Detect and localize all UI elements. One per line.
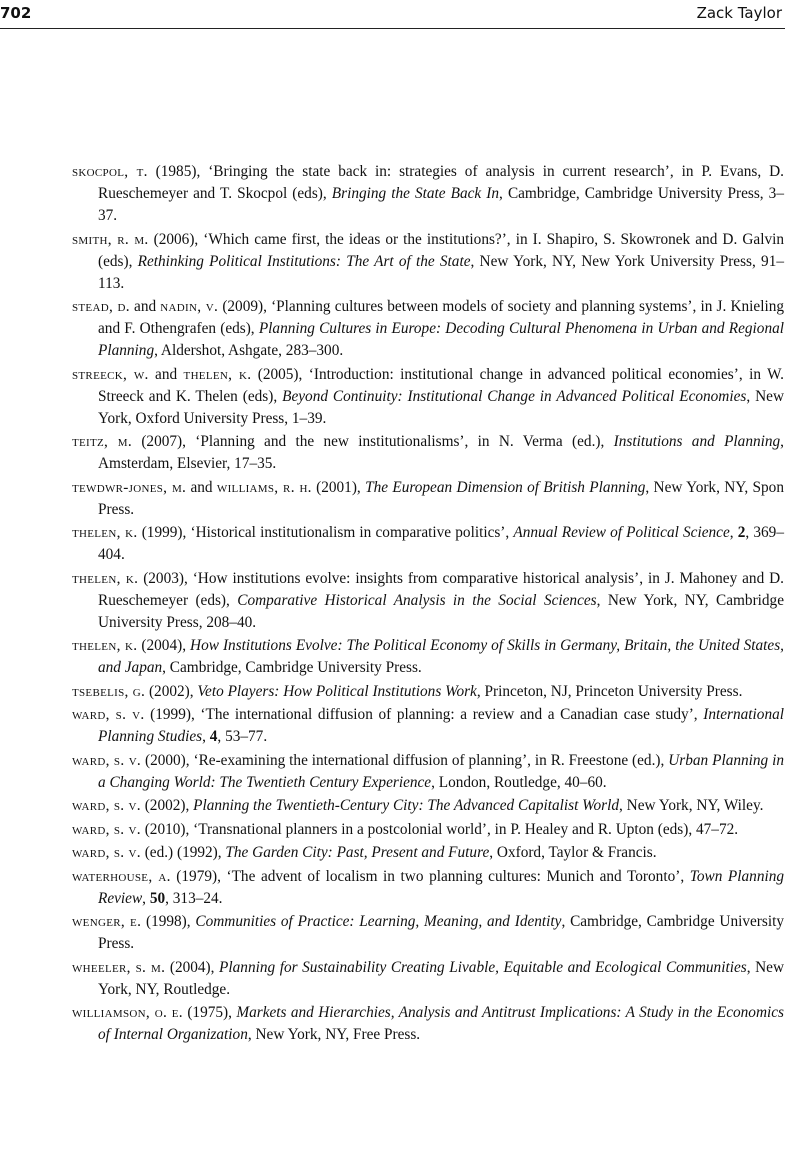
title-italic: Planning the Twentieth-Century City: The Advanced Capitalist World — [193, 797, 620, 814]
title-italic: Rethinking Political Institutions: The Art of the State — [137, 252, 471, 270]
author-name: wheeler, s. m. — [72, 958, 166, 976]
author-name: thelen, k. — [183, 365, 252, 383]
author-name: thelen, k. — [72, 569, 139, 587]
reference-text: , Cambridge, Cambridge University Press, 3–37. — [98, 185, 784, 224]
volume-number: 4 — [209, 728, 218, 745]
author-name: thelen, k. — [72, 524, 138, 541]
reference-entry — [72, 866, 784, 910]
title-italic: Town Planning Review — [98, 867, 785, 907]
reference-text: (2002), — [145, 682, 198, 700]
reference-text: , 369–404. — [98, 524, 784, 563]
title-italic: Planning for Sustainability Creating Livable, Equitable and Ecological Communities — [219, 958, 747, 976]
reference-text: (2003), ‘How institutions evolve: insights from comparative historical analysis’, in J. Mahoney and D. Rueschemeyer (eds), — [98, 569, 785, 609]
reference-entry — [72, 819, 784, 841]
page-number: 702 — [0, 4, 32, 22]
reference-text: , 53–77. — [217, 728, 268, 745]
reference-text: (1999), ‘The international diffusion of planning: a review and a Canadian case study’, — [144, 706, 704, 723]
reference-entry — [72, 957, 784, 1001]
title-italic: Annual Review of Political Science — [513, 524, 730, 541]
title-italic: Markets and Hierarchies, Analysis and Antitrust Implications: A Study in the Economics of Internal Organization — [98, 1004, 784, 1043]
author-name: williamson, o. e. — [72, 1004, 183, 1021]
reference-text: (2002), — [140, 797, 194, 814]
reference-entry — [72, 229, 784, 295]
author-name: ward, s. v. — [72, 797, 141, 814]
reference-entry — [72, 635, 784, 679]
reference-text: , Cambridge, Cambridge University Press. — [162, 659, 422, 676]
reference-entry — [72, 704, 784, 748]
title-italic: The European Dimension of British Planning — [365, 478, 646, 496]
reference-text: (1975), — [182, 1004, 237, 1021]
author-name: tsebelis, g. — [72, 682, 146, 700]
author-name: wenger, e. — [72, 913, 142, 930]
author-name: streeck, w. — [72, 365, 149, 383]
author-name: teitz, m. — [72, 433, 132, 450]
reference-text: (2010), ‘Transnational planners in a postcolonial world’, in P. Healey and R. Upton (eds), 47–72. — [140, 820, 739, 838]
reference-entry — [72, 911, 784, 955]
reference-list — [72, 161, 784, 1048]
reference-entry — [72, 296, 784, 362]
reference-text: , Cambridge, Cambridge University Press. — [98, 913, 784, 952]
reference-text: (2006), ‘Which came first, the ideas or the institutions?’, in I. Shapiro, S. Skowronek and D. Galvin (eds), — [98, 230, 784, 270]
reference-text: , — [142, 889, 150, 907]
title-italic: Beyond Continuity: Institutional Change in Advanced Political Economies — [282, 387, 747, 405]
author-name: ward, s. v. — [72, 820, 141, 838]
author-name: ward, s. v. — [72, 706, 145, 723]
title-italic: Comparative Historical Analysis in the Social Sciences — [237, 591, 597, 609]
title-italic: Institutions and Planning — [613, 433, 781, 450]
reference-text: , New York, NY, Cambridge University Press, 208–40. — [98, 591, 784, 631]
title-italic: Planning Cultures in Europe: Decoding Cultural Phenomena in Urban and Regional Planning — [98, 320, 784, 359]
reference-text: , New York, NY, Wiley. — [619, 797, 764, 814]
reference-text: , New York, NY, Spon Press. — [98, 478, 784, 518]
title-italic: Communities of Practice: Learning, Meaning, and Identity — [195, 913, 562, 930]
reference-text: , — [202, 728, 210, 745]
reference-text: and — [129, 298, 161, 315]
running-head-author: Zack Taylor — [696, 4, 782, 22]
author-name: skocpol, t. — [72, 163, 148, 180]
reference-entry — [72, 750, 784, 794]
reference-text: and — [148, 365, 184, 383]
volume-number: 50 — [149, 889, 166, 907]
author-name: ward, s. v. — [72, 844, 141, 861]
author-name: thelen, k. — [72, 637, 138, 654]
author-name: waterhouse, a. — [72, 867, 171, 885]
title-italic: International Planning Studies — [98, 706, 784, 745]
reference-text: , 313–24. — [165, 889, 223, 907]
reference-text: (2009), ‘Planning cultures between models of society and planning systems’, in J. Knieling and F. Othengrafen (eds), — [98, 298, 785, 337]
author-name: stead, d. — [72, 298, 130, 315]
reference-text: , New York, NY, Routledge. — [98, 958, 784, 998]
reference-entry — [72, 522, 784, 566]
reference-text: , New York, NY, Free Press. — [247, 1026, 421, 1043]
title-italic: Urban Planning in a Changing World: The Twentieth Century Experience — [98, 751, 785, 791]
reference-text: , — [729, 524, 738, 541]
reference-text: (1979), ‘The advent of localism in two planning cultures: Munich and Toronto’, — [170, 867, 690, 885]
title-italic: Veto Players: How Political Institutions Work — [197, 682, 477, 700]
reference-text: , New York, NY, New York University Press, 91–113. — [98, 252, 784, 292]
title-italic: Bringing the State Back In — [331, 185, 500, 202]
reference-text: (2004), — [165, 958, 220, 976]
reference-text: , New York, Oxford University Press, 1–39. — [98, 387, 784, 427]
reference-entry — [72, 795, 784, 817]
reference-text: (1985), ‘Bringing the state back in: strategies of analysis in current research’, in P. Evans, D. Rueschemeyer and T. Skocpol (eds), — [98, 163, 784, 202]
reference-entry — [72, 477, 784, 521]
reference-entry — [72, 364, 784, 430]
reference-text: , Princeton, NJ, Princeton University Press. — [476, 682, 743, 700]
reference-text: (ed.) (1992), — [140, 844, 226, 861]
title-italic: How Institutions Evolve: The Political Economy of Skills in Germany, Britain, the United States, and Japan — [98, 637, 784, 676]
reference-text: (2005), ‘Introduction: institutional change in advanced political economies’, in W. Streeck and K. Thelen (eds), — [98, 365, 784, 405]
author-name: tewdwr-jones, m. — [72, 478, 187, 496]
reference-text: , Amsterdam, Elsevier, 17–35. — [98, 433, 784, 472]
reference-text: , Oxford, Taylor & Francis. — [489, 844, 657, 861]
reference-entry — [72, 431, 784, 475]
reference-text: (1999), ‘Historical institutionalism in comparative politics’, — [137, 524, 514, 541]
author-name: williams, r. h. — [216, 478, 312, 496]
author-name: nadin, v. — [160, 298, 219, 315]
reference-entry — [72, 568, 784, 634]
reference-entry — [72, 842, 784, 864]
reference-entry — [72, 681, 784, 703]
reference-text: (1998), — [141, 913, 196, 930]
reference-text: , London, Routledge, 40–60. — [431, 773, 607, 791]
reference-entry — [72, 161, 784, 227]
reference-text: and — [186, 478, 217, 496]
running-header — [0, 0, 785, 29]
reference-text: (2007), ‘Planning and the new institutionalisms’, in N. Verma (ed.), — [132, 433, 614, 450]
author-name: smith, r. m. — [72, 230, 149, 248]
title-italic: The Garden City: Past, Present and Future — [225, 844, 490, 861]
volume-number: 2 — [737, 524, 746, 541]
reference-text: (2000), ‘Re-examining the international diffusion of planning’, in R. Freestone (ed.), — [141, 751, 669, 769]
author-name: ward, s. v. — [72, 751, 142, 769]
reference-entry — [72, 1002, 784, 1046]
reference-text: (2004), — [137, 637, 191, 654]
reference-text: (2001), — [311, 478, 366, 496]
reference-text: , Aldershot, Ashgate, 283–300. — [154, 342, 344, 359]
